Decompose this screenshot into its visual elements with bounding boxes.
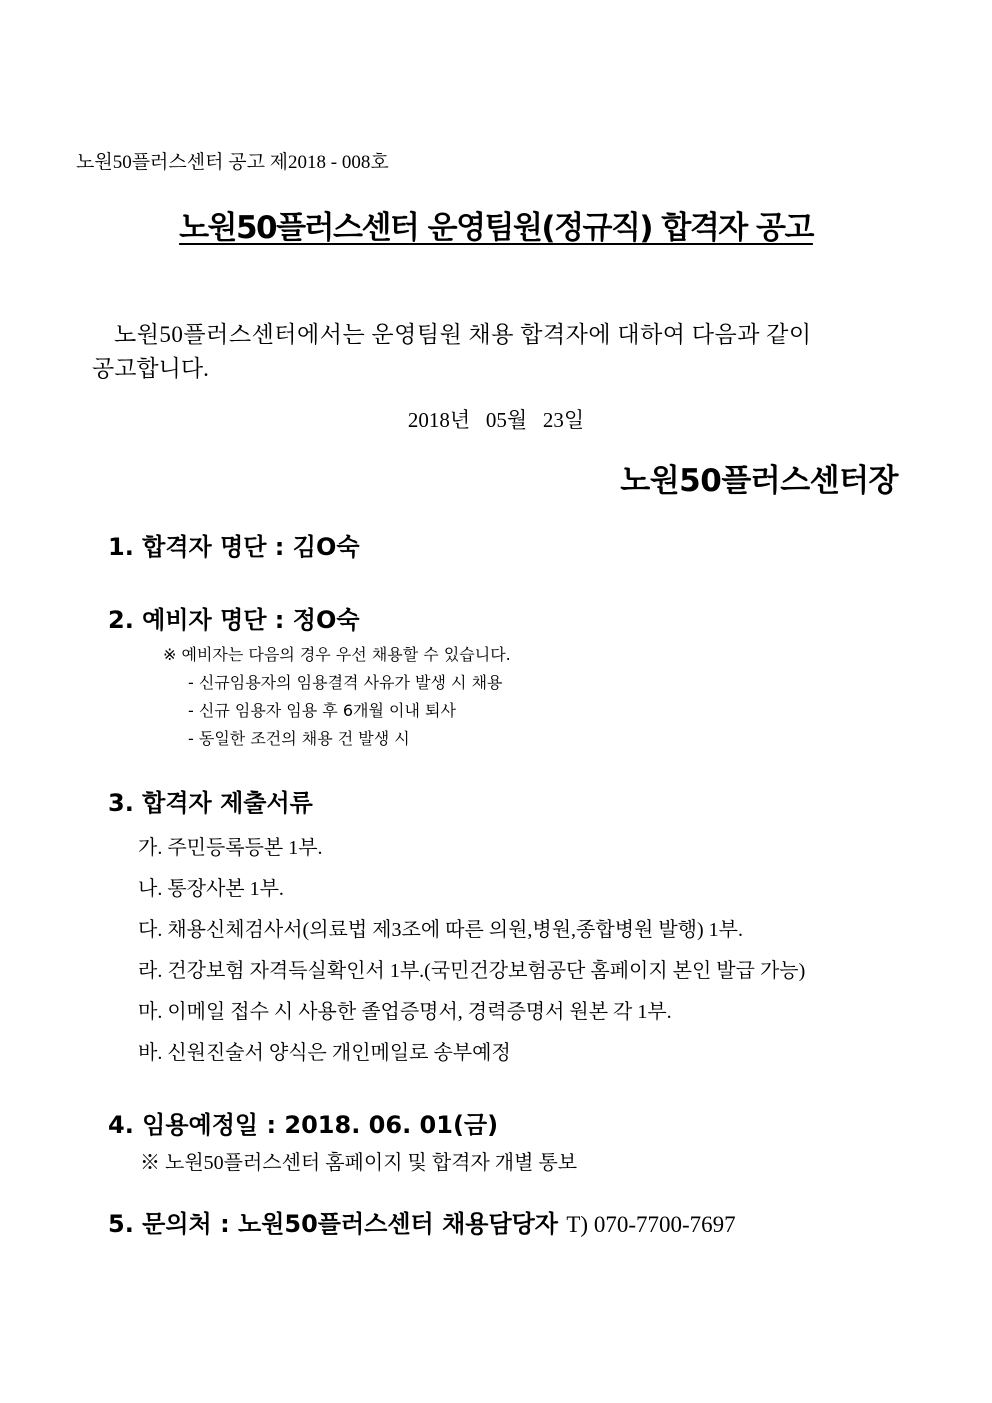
document-list-item: 바. 신원진술서 양식은 개인메일로 송부예정: [138, 1042, 511, 1064]
intro-line-1: 노원50플러스센터에서는 운영팀원 채용 합격자에 대하여 다음과 같이: [114, 322, 812, 347]
document-list-item: 라. 건강보험 자격득실확인서 1부.(국민건강보험공단 홈페이지 본인 발급 가능): [138, 960, 806, 982]
section-inquiry: [108, 1204, 736, 1239]
section-required-documents: 3. 합격자 제출서류: [108, 789, 313, 817]
intro-line-2: 공고합니다.: [92, 356, 209, 381]
appointment-note: ※ 노원50플러스센터 홈페이지 및 합격자 개별 통보: [140, 1152, 578, 1174]
announcement-date: 2018년 05월 23일: [407, 408, 585, 432]
section-passer-list: 1. 합격자 명단 : 김O숙: [108, 533, 360, 561]
issuer-name: 노원50플러스센터장: [620, 463, 898, 499]
reserve-condition-item: - 신규 임용자 임용 후 6개월 이내 퇴사: [188, 701, 456, 720]
inquiry-phone: T) 070-7700-7697: [566, 1212, 736, 1237]
document-list-item: 가. 주민등록등본 1부.: [138, 837, 323, 859]
page-title-text: 노원50플러스센터 운영팀원(정규직) 합격자 공고: [179, 210, 813, 246]
document-list-item: 나. 통장사본 1부.: [138, 878, 284, 900]
section-reserve-list: 2. 예비자 명단 : 정O숙: [108, 606, 360, 634]
notice-number: 노원50플러스센터 공고 제2018 - 008호: [76, 152, 389, 173]
page-title: [0, 202, 992, 247]
reserve-note: ※ 예비자는 다음의 경우 우선 채용할 수 있습니다.: [163, 645, 511, 664]
reserve-condition-item: - 동일한 조건의 채용 건 발생 시: [188, 729, 410, 748]
reserve-condition-item: - 신규임용자의 임용결격 사유가 발생 시 채용: [188, 673, 503, 692]
section-appointment-date: 4. 임용예정일 : 2018. 06. 01(금): [108, 1111, 499, 1139]
document-list-item: 마. 이메일 접수 시 사용한 졸업증명서, 경력증명서 원본 각 1부.: [138, 1001, 672, 1023]
document-list-item: 다. 채용신체검사서(의료법 제3조에 따른 의원,병원,종합병원 발행) 1부.: [138, 919, 743, 941]
inquiry-heading: 5. 문의처 : 노원50플러스센터 채용담당자: [108, 1210, 558, 1238]
